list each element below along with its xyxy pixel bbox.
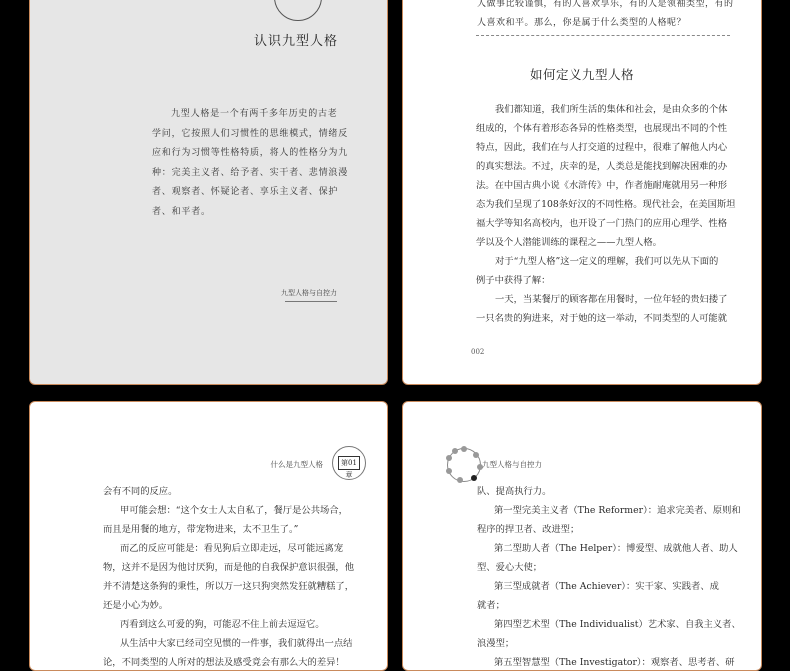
dashed-divider xyxy=(476,35,730,36)
text-line: 对于“九型人格”这一定义的理解，我们可以先从下面的 xyxy=(495,256,719,267)
text-line: 人喜欢和平。那么，你是属于什么类型的人格呢？ xyxy=(477,18,687,28)
intro-line: 九型人格是一个有两千多年历史的古老 xyxy=(171,109,338,119)
text-line: 物，这并不是因为他讨厌狗，而是他的自我保护意识很强，他 xyxy=(103,562,355,573)
text-line: 态为我们呈现了108条好汉的不同性格。现代社会，在美国斯坦 xyxy=(476,199,736,210)
body-text xyxy=(476,100,735,328)
page-footer: 九型人格与自控力 xyxy=(281,289,337,297)
text-line: 例子中获得了解： xyxy=(476,275,551,286)
enneagram-emblem xyxy=(274,0,322,21)
text-line: 我们都知道，我们所生活的集体和社会，是由众多的个体 xyxy=(495,104,728,115)
text-line: 学以及个人潜能训练的课程之——九型人格。 xyxy=(476,237,662,248)
page-3 xyxy=(29,401,388,671)
chapter-badge: 第01章 xyxy=(338,456,360,470)
page-number: 002 xyxy=(471,348,485,356)
body-text xyxy=(103,482,354,671)
intro-line: 种：完美主义者、给予者、实干者、悲情浪漫 xyxy=(152,167,349,178)
text-line: 并不清楚这条狗的秉性，所以万一这只狗突然发狂就糟糕了， xyxy=(103,581,355,592)
text-line: 第五型智慧型（The Investigator）：观察者、思考者、研 xyxy=(494,657,735,668)
text-line: 的真实想法。不过，庆幸的是，人类总是能找到解决困难的办 xyxy=(476,161,728,172)
text-line: 第一型完美主义者（The Reformer）：追求完美者、原则和 xyxy=(494,505,741,516)
page-1 xyxy=(29,0,388,385)
intro-line: 者、观察者、怀疑论者、享乐主义者、保护 xyxy=(152,187,339,197)
text-line: 一天，当某餐厅的顾客都在用餐时，一位年轻的贵妇搂了 xyxy=(495,294,728,305)
text-line: 甲可能会想：“这个女士人太自私了，餐厅是公共场合， xyxy=(120,505,348,516)
text-line: 而且是用餐的地方，带宠物进来，太不卫生了。” xyxy=(103,524,299,535)
running-header: 什么是九型人格 xyxy=(270,460,323,469)
text-line: 型、爱心大使； xyxy=(477,562,543,573)
text-line: 论，不同类型的人所对的想法及感受竟会有那么大的差异！ xyxy=(103,657,345,668)
intro-line: 者、和平者。 xyxy=(152,206,211,217)
text-line: 丙看到这么可爱的狗，可能忍不住上前去逗逗它。 xyxy=(120,619,325,630)
text-line: 一只名贵的狗进来，对于她的这一举动，不同类型的人可能就 xyxy=(476,313,728,324)
continued-text xyxy=(477,0,734,33)
text-line: 还是小心为妙。 xyxy=(103,600,169,611)
page-4 xyxy=(402,401,762,671)
page-title: 认识九型人格 xyxy=(253,34,338,49)
intro-line: 学问，它按照人们习惯性的思维模式，情绪反 xyxy=(152,128,349,139)
text-line: 福大学等知名高校内，也开设了一门热门的应用心理学、性格 xyxy=(476,218,728,229)
text-line: 特点，因此，我们在与人打交道的过程中，很难了解他人内心 xyxy=(476,142,728,153)
page-2 xyxy=(402,0,762,385)
text-line: 人做事比较谨慎，有的人喜欢享乐，有的人是领袖类型，有的 xyxy=(477,0,734,9)
text-line: 队、提高执行力。 xyxy=(477,486,552,497)
text-line: 从生活中大家已经司空见惯的一件事，我们就得出一点结 xyxy=(120,638,353,649)
section-title: 如何定义九型人格 xyxy=(529,67,634,82)
enneagram-icon xyxy=(447,448,481,482)
text-line: 会有不同的反应。 xyxy=(103,486,178,497)
text-line: 组成的，个体有着形态各异的性格类型，也展现出不同的个性 xyxy=(476,123,728,134)
text-line: 程序的捍卫者、改进型； xyxy=(477,524,580,535)
footer-rule xyxy=(285,301,337,302)
text-line: 法。在中国古典小说《水浒传》中，作者施耐庵就用另一种形 xyxy=(476,180,728,191)
text-line: 就者； xyxy=(477,600,505,611)
text-line: 第二型助人者（The Helper）：博爱型、成就他人者、助人 xyxy=(494,543,738,554)
intro-line: 应和行为习惯等性格特质，将人的性格分为九 xyxy=(152,148,349,158)
text-line: 第三型成就者（The Achiever）：实干家、实践者、成 xyxy=(494,581,719,592)
intro-paragraph xyxy=(152,105,348,222)
text-line: 浪漫型； xyxy=(477,638,515,649)
text-line: 第四型艺术型（The Individualist）艺术家、自我主义者、 xyxy=(494,619,741,630)
body-text xyxy=(477,482,741,671)
running-header: 九型人格与自控力 xyxy=(482,460,542,469)
text-line: 而乙的反应可能是：看见狗后立即走远，尽可能远离宠 xyxy=(120,543,344,554)
